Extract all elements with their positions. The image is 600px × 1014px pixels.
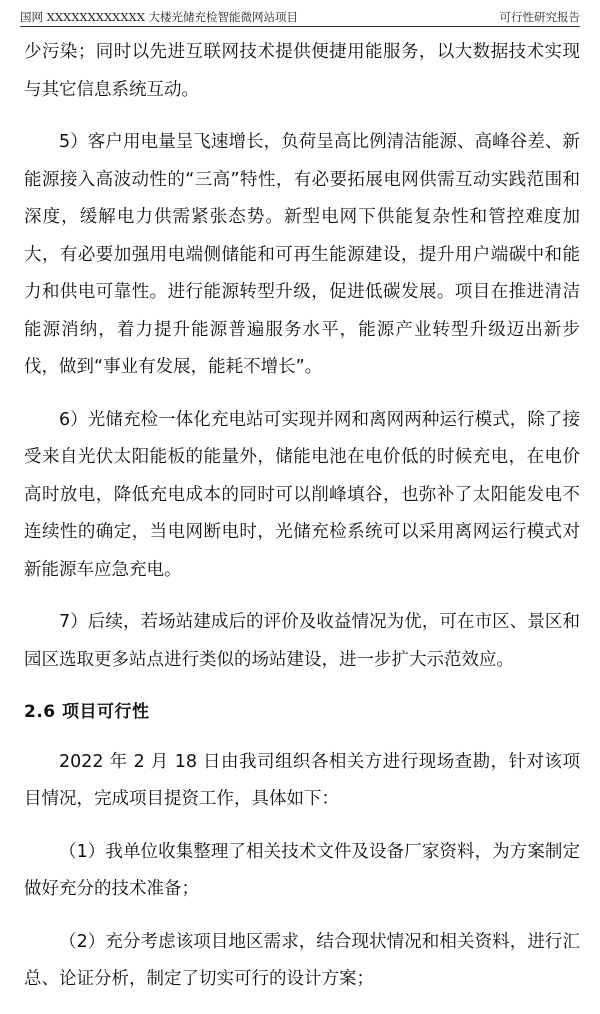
section-heading: 2.6 项目可行性 bbox=[24, 702, 150, 722]
paragraph-site-survey: 2022 年 2 月 18 日由我司组织各相关方进行现场查勘，针对该项目情况，完成项目提资工作，具体如下： bbox=[24, 751, 580, 809]
paragraph-item-6: 6）光储充检一体化充电站可实现并网和离网两种运行模式，除了接受来自光伏太阳能板的能量外，储能电池在电价低的时候充电，在电价高时放电，降低充电成本的同时可以削峰填谷，也弥补了太阳能发电不连续性的确定，当电网断电时，光储充检系统可以采用离网运行模式对新能源车应急充电。 bbox=[24, 409, 580, 580]
paragraph-list-item-1: （1）我单位收集整理了相关技术文件及设备厂家资料，为方案制定做好充分的技术准备； bbox=[24, 841, 580, 899]
page-header bbox=[20, 0, 580, 27]
header-project-title: 国网 XXXXXXXXXXXX 大楼光储充检智能微网站项目 bbox=[20, 10, 299, 24]
paragraph-item-7: 7）后续，若场站建成后的评价及收益情况为优，可在市区、景区和园区选取更多站点进行类似的场站建设，进一步扩大示范效应。 bbox=[24, 612, 580, 670]
paragraph-item-5: 5）客户用电量呈飞速增长，负荷呈高比例清洁能源、高峰谷差、新能源接入高波动性的“三高”特性，有必要拓展电网供需互动实践范围和深度，缓解电力供需紧张态势。新型电网下供能复杂性和管控难度加大，有必要加强用电端侧储能和可再生能源建设，提升用户端碳中和能力和供电可靠性。进行能源转型升级，促进低碳发展。项目在推进清洁能源消纳，着力提升能源普遍服务水平，能源产业转型升级迈出新步伐，做到“事业有发展，能耗不增长”。 bbox=[24, 132, 580, 377]
header-document-type: 可行性研究报告 bbox=[499, 10, 580, 24]
paragraph-list-item-2: （2）充分考虑该项目地区需求，结合现状情况和相关资料，进行汇总、论证分析，制定了切实可行的设计方案； bbox=[24, 931, 580, 989]
document-body bbox=[24, 34, 580, 1014]
paragraph-continuation: 少污染；同时以先进互联网技术提供便捷用能服务，以大数据技术实现与其它信息系统互动。 bbox=[24, 42, 580, 100]
